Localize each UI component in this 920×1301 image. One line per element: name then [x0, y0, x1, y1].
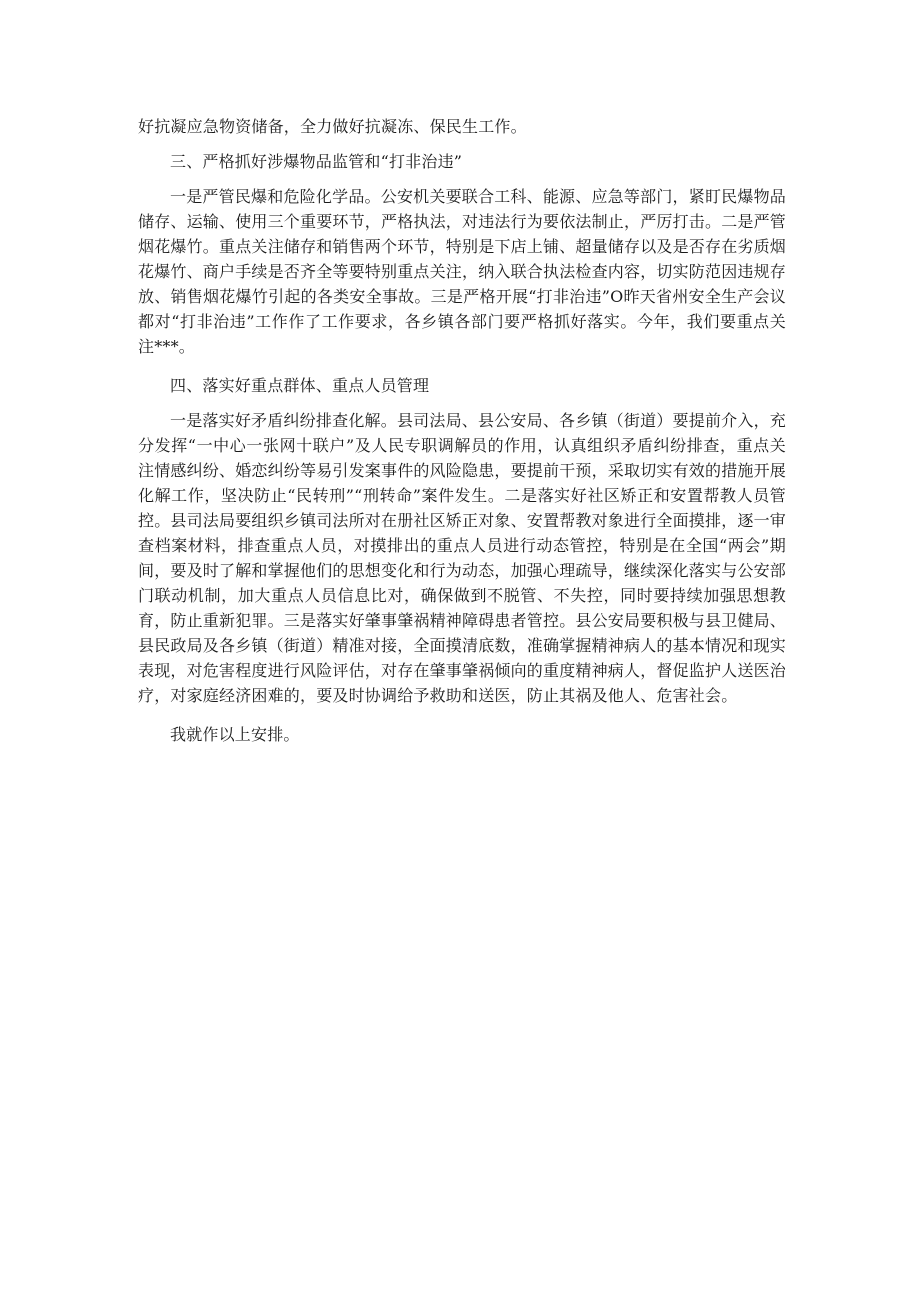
closing-statement: 我就作以上安排。 — [170, 725, 300, 744]
paragraph-explosives: 一是严管民爆和危险化学品。公安机关要联合工科、能源、应急等部门，紧盯民爆物品储存、运输、使用三个重要环节，严格执法，对违法行为要依法制止，严厉打击。二是严管烟花爆竹。重点关注储存和销售两个环节，特别是下店上铺、超量储存以及是否存在劣质烟花爆竹、商户手续是否齐全等要特别重点关注，纳入联合执法检查内容，切实防范因违规存放、销售烟花爆竹引起的各类安全事故。三是严格开展“打非治违”O昨天省州安全生产会议都对“打非治违”工作作了工作要求，各乡镇各部门要严格抓好落实。今年，我们要重点关注***。 — [138, 187, 787, 356]
paragraph-key-groups: 一是落实好矛盾纠纷排查化解。县司法局、县公安局、各乡镇（街道）要提前介入，充分发挥“一中心一张网十联户”及人民专职调解员的作用，认真组织矛盾纠纷排查，重点关注情感纠纷、婚恋纠纷等易引发案事件的风险隐患，要提前干预，采取切实有效的措施开展化解工作，坚决防止“民转刑”“刑转命”案件发生。二是落实好社区矫正和安置帮教人员管控。县司法局要组织乡镇司法所对在册社区矫正对象、安置帮教对象进行全面摸排，逐一审查档案材料，排查重点人员，对摸排出的重点人员进行动态管控，特别是在全国“两会”期间，要及时了解和掌握他们的思想变化和行为动态，加强心理疏导，继续深化落实与公安部门联动机制，加大重点人员信息比对，确保做到不脱管、不失控，同时要持续加强思想教育，防止重新犯罪。三是落实好肇事肇祸精神障碍患者管控。县公安局要积极与县卫健局、县民政局及各乡镇（街道）精准对接，全面摸清底数，准确掌握精神病人的基本情况和现实表现，对危害程度进行风险评估，对存在肇事肇祸倾向的重度精神病人，督促监护人送医治疗，对家庭经济困难的，要及时协调给予救助和送医，防止其祸及他人、危害社会。 — [138, 411, 787, 705]
document-page — [138, 114, 786, 747]
section-heading-3: 三、严格抓好涉爆物品监管和“打非治违” — [170, 152, 463, 171]
paragraph-continuation: 好抗凝应急物资储备，全力做好抗凝冻、保民生工作。 — [138, 117, 527, 136]
section-heading-4: 四、落实好重点群体、重点人员管理 — [170, 376, 430, 395]
